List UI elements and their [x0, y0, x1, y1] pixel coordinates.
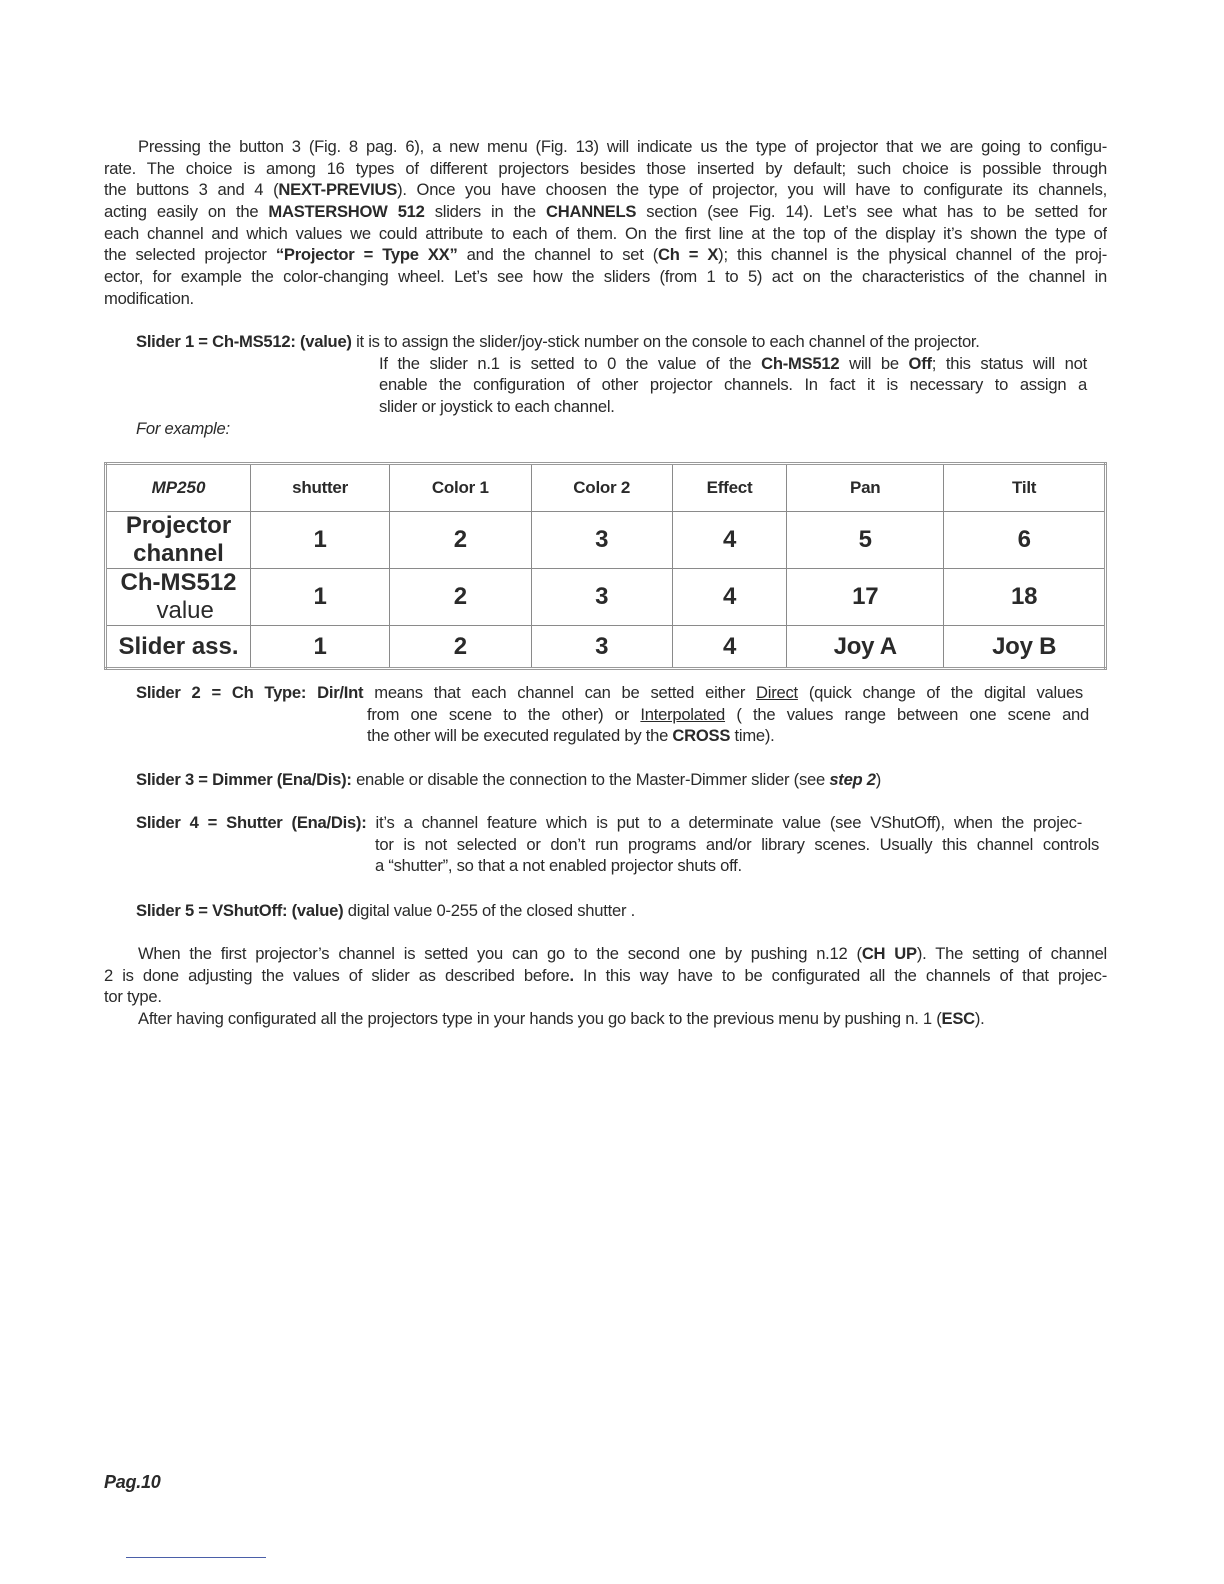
emphasis-text: ESC: [941, 1009, 975, 1029]
table-cell: 3: [531, 512, 672, 569]
text-segment: it’s a channel feature which is put to a determinate value (see VShutOff), when the projec-: [366, 813, 1082, 832]
text-line: [104, 943, 1107, 965]
text-segment: time).: [730, 726, 775, 746]
table-cell: 4: [672, 569, 786, 626]
row-label: [106, 626, 251, 669]
text-segment: When the first projector’s channel is setted you can go to the second one by pushing n.12 (: [138, 944, 862, 963]
text-segment: ). Once you have choosen the type of projector, you will have to configurate its channels,: [397, 180, 1107, 200]
text-line: [104, 769, 1107, 791]
table-cell: 2: [390, 626, 531, 669]
emphasis-text: Ch-MS512: [761, 353, 840, 373]
text-segment: tor is not selected or don’t run programs and/or library scenes. Usually this channel controls: [375, 834, 1099, 854]
emphasis-text: Off: [908, 353, 932, 373]
text-segment: If the slider n.1 is setted to 0 the value of the: [379, 353, 762, 373]
table-cell: 2: [390, 512, 531, 569]
text-segment: the selected projector: [104, 245, 276, 265]
text-segment: Pressing the button 3 (Fig. 8 pag. 6), a new menu (Fig. 13) will indicate us the type of projector that we are going to configu-: [138, 137, 1107, 156]
column-header: Color 2: [531, 464, 672, 512]
text-segment: section (see Fig. 14). Let’s see what has to be setted for: [636, 202, 1107, 222]
text-line: [104, 201, 1107, 223]
text-line: [104, 223, 1107, 245]
text-line: [104, 682, 1107, 704]
text-segment: from one scene to the other) or: [367, 704, 641, 724]
text-segment: ( the values range between one scene and: [725, 704, 1090, 724]
text-line: [104, 244, 1107, 266]
table-cell: 18: [944, 569, 1106, 626]
table-cell: 5: [787, 512, 944, 569]
table-cell: 1: [251, 626, 390, 669]
table-cell: 4: [672, 626, 786, 669]
text-line: [104, 725, 1107, 747]
table-cell: 4: [672, 512, 786, 569]
emphasis-text: Ch = X: [658, 245, 719, 265]
text-line: [104, 353, 1107, 375]
text-segment: ; this status will not: [931, 353, 1087, 373]
table-row: [106, 626, 1106, 669]
table-cell: Joy A: [787, 626, 944, 669]
text-segment: and the channel to set (: [457, 245, 659, 265]
text-line: [104, 704, 1107, 726]
text-line: [104, 986, 1107, 1008]
table-cell: 1: [251, 512, 390, 569]
emphasis-text: Slider 1 = Ch-MS512: (value): [136, 332, 352, 351]
row-label-text: Projector channel: [125, 512, 232, 567]
text-segment: For example:: [136, 418, 230, 438]
text-line: [104, 1008, 1107, 1030]
text-segment: In this way have to be configurated all the channels of that projec-: [573, 965, 1107, 985]
emphasis-text: .: [569, 965, 574, 985]
text-line: [104, 812, 1107, 834]
table-cell: 17: [787, 569, 944, 626]
text-segment: slider or joystick to each channel.: [379, 397, 615, 417]
column-header: shutter: [251, 464, 390, 512]
text-segment: it is to assign the slider/joy-stick number on the console to each channel of the projector.: [351, 332, 980, 351]
column-header: Effect: [672, 464, 786, 512]
text-segment: (quick change of the digital values: [797, 683, 1083, 702]
table-row: [106, 512, 1106, 569]
text-segment: Direct: [756, 683, 798, 702]
text-segment: After having configurated all the projectors type in your hands you go back to the previous menu by pushing n. 1 (: [138, 1009, 942, 1029]
row-label-suffix: value: [143, 597, 214, 624]
emphasis-text: Slider 5 = VShutOff: (value): [136, 901, 344, 920]
text-segment: sliders in the: [424, 202, 546, 222]
text-segment: the other will be executed regulated by the: [367, 726, 673, 746]
emphasis-text: CHANNELS: [546, 202, 637, 222]
text-segment: each channel and which values we could attribute to each of them. On the first line at the top of the display it’s shown the type of: [104, 223, 1107, 243]
text-segment: ); this channel is the physical channel of the proj-: [718, 245, 1107, 265]
row-label-text: Slider ass.: [118, 632, 239, 660]
column-header: Pan: [787, 464, 944, 512]
text-segment: ector, for example the color-changing wheel. Let’s see how the sliders (from 1 to 5) act on the characteristics of the channel in: [104, 267, 1107, 287]
emphasis-text: Slider 2 = Ch Type: Dir/Int: [136, 683, 364, 702]
intro-paragraph: [104, 136, 1107, 310]
text-line: [104, 288, 1107, 310]
text-segment: acting easily on the: [104, 202, 269, 222]
text-segment: ).: [974, 1009, 985, 1029]
row-label: [106, 512, 251, 569]
text-line: [104, 331, 1107, 353]
text-line: [104, 965, 1107, 987]
footer-rule: [126, 1557, 266, 1558]
text-segment: digital value 0-255 of the closed shutter .: [343, 901, 635, 920]
column-header: Color 1: [390, 464, 531, 512]
table-cell: Joy B: [944, 626, 1106, 669]
text-segment: tor type.: [104, 987, 162, 1007]
text-line: [104, 374, 1107, 396]
emphasis-text: step 2: [829, 770, 876, 789]
text-line: [104, 834, 1107, 856]
table-cell: 1: [251, 569, 390, 626]
table-cell: 2: [390, 569, 531, 626]
column-header: Tilt: [944, 464, 1106, 512]
table-cell: 3: [531, 626, 672, 669]
emphasis-text: CH UP: [861, 944, 917, 963]
text-segment: enable or disable the connection to the Master-Dimmer slider (see: [351, 770, 830, 789]
model-name: MP250: [106, 464, 251, 512]
text-segment: rate. The choice is among 16 types of different projectors besides those inserted by default; such choice is possible through: [104, 158, 1107, 178]
slider5-description: [104, 900, 1107, 922]
text-segment: a “shutter”, so that a not enabled projector shuts off.: [375, 856, 742, 876]
text-segment: 2 is done adjusting the values of slider as described before: [104, 965, 570, 985]
table-header-row: [106, 464, 1106, 512]
emphasis-text: MASTERSHOW 512: [268, 202, 425, 222]
emphasis-text: NEXT-PREVIUS: [278, 180, 398, 200]
text-line: [104, 900, 1107, 922]
text-segment: the buttons 3 and 4 (: [104, 180, 279, 200]
slider1-description: [104, 331, 1107, 439]
text-segment: modification.: [104, 288, 194, 308]
text-segment: means that each channel can be setted either: [363, 683, 757, 702]
row-label-text: Ch-MS512: [120, 569, 237, 596]
text-line: [104, 136, 1107, 158]
emphasis-text: CROSS: [672, 726, 731, 746]
text-segment: Interpolated: [640, 704, 726, 724]
text-line: [104, 418, 1107, 440]
emphasis-text: Slider 3 = Dimmer (Ena/Dis):: [136, 770, 352, 789]
page-number: Pag.10: [104, 1472, 161, 1492]
closing-paragraph: [104, 943, 1107, 1030]
table-cell: 6: [944, 512, 1106, 569]
text-line: [104, 179, 1107, 201]
emphasis-text: Slider 4 = Shutter (Ena/Dis):: [136, 813, 367, 832]
text-line: [104, 158, 1107, 180]
text-segment: enable the configuration of other projector channels. In fact it is necessary to assign a: [379, 375, 1087, 395]
table-cell: 3: [531, 569, 672, 626]
text-segment: will be: [839, 353, 909, 373]
text-line: [104, 855, 1107, 877]
table-row: [106, 569, 1106, 626]
emphasis-text: “Projector = Type XX”: [275, 245, 458, 265]
text-segment: ): [875, 770, 882, 789]
slider2-description: [104, 682, 1107, 747]
text-line: [104, 266, 1107, 288]
slider3-description: [104, 769, 1107, 791]
text-segment: ). The setting of channel: [916, 944, 1107, 963]
row-label: [106, 569, 251, 626]
slider4-description: [104, 812, 1107, 877]
projector-config-table: [104, 462, 1107, 670]
text-line: [104, 396, 1107, 418]
